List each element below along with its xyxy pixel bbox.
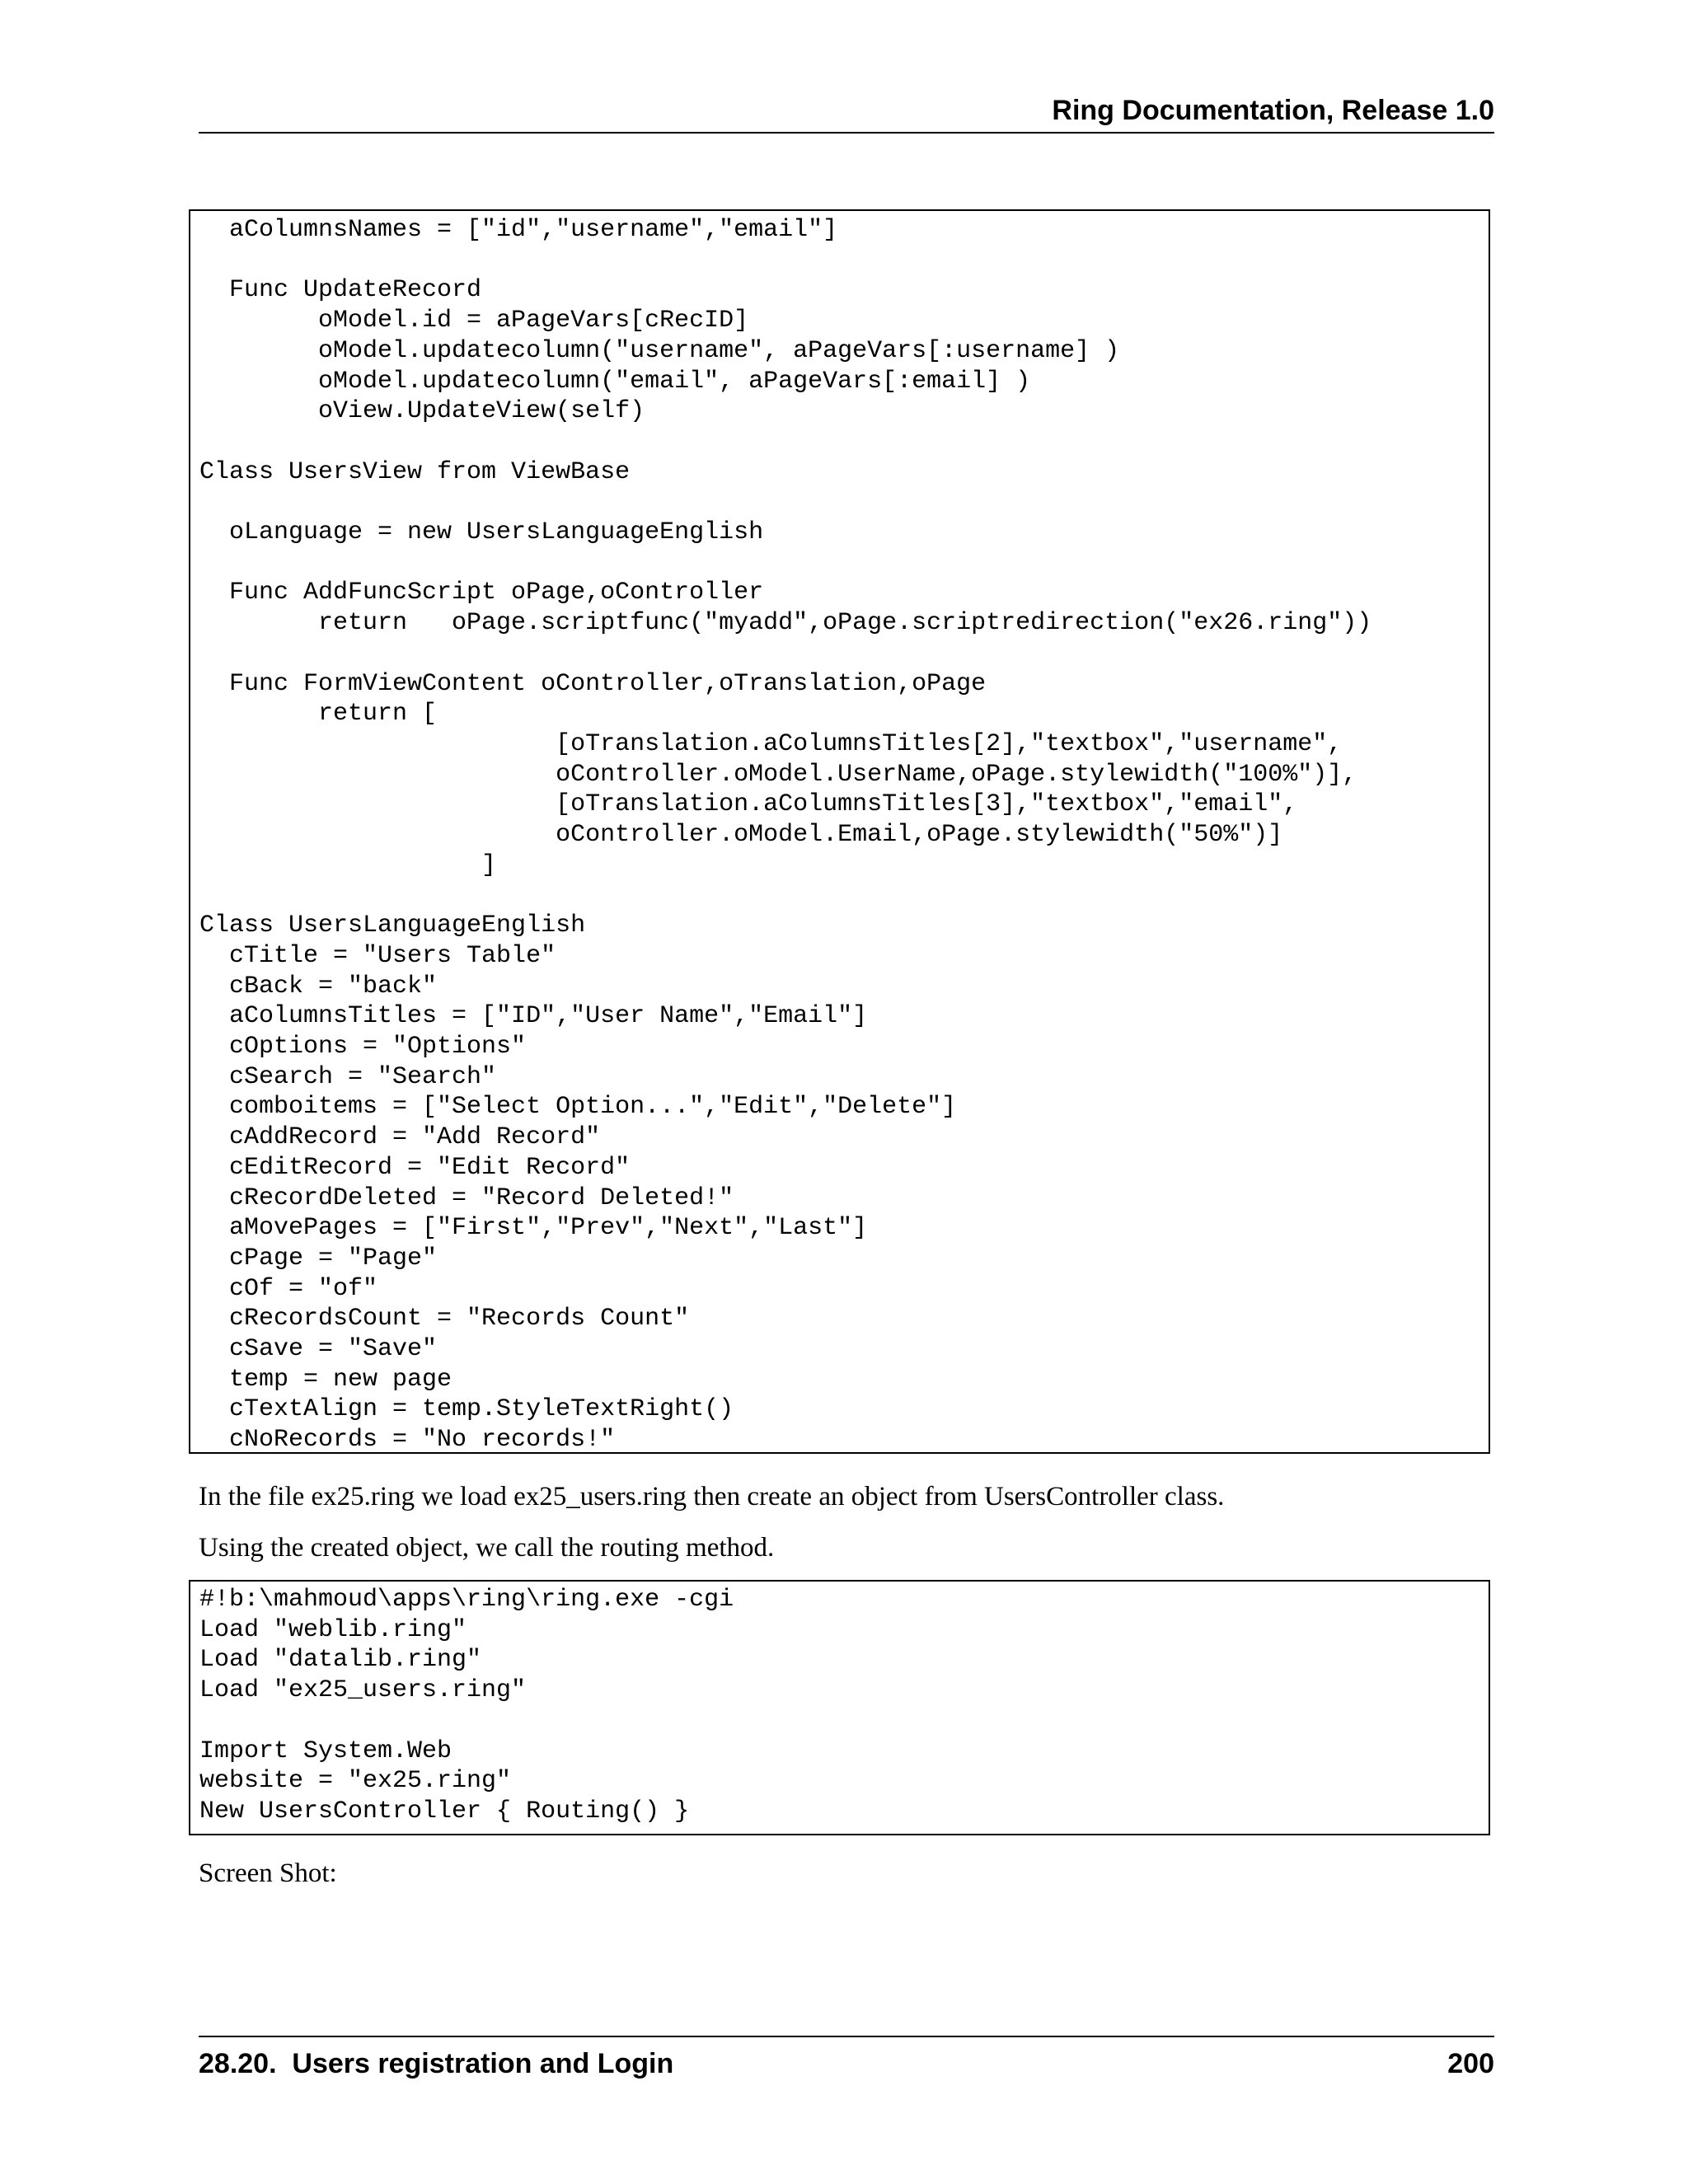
code-text: aColumnsNames = ["id","username","email"] Func UpdateRecord oModel.id = aPageVars[cRecID] oModel.updatecolumn("username", aPageVars[:username] ) oModel.updatecolumn("email", aPageVars[:email] ) oView.UpdateView(self) Class UsersView from ViewBase oLanguage = new UsersLanguageEnglish Func AddFuncScript oPage,oController return oPage.scriptfunc("myadd",oPage.scriptredirection("ex26.ring")) Func FormViewContent oController,oTranslation,oPage return [ [oTranslation.aColumnsTitles[2],"textbox","username", oController.oModel.UserName,oPage.stylewidth("100%")], [oTranslation.aColumnsTitles[3],"textbox","email", oController.oModel.Email,oPage.stylewidth("50%")] ] Class UsersLanguageEnglish cTitle = "Users Table" cBack = "back" aColumnsTitles = ["ID","User Name","Email"] cOptions = "Options" cSearch = "Search" comboitems = ["Select Option...","Edit","Delete"] cAddRecord = "Add Record" cEditRecord = "Edit Record" cRecordDeleted = "Record Deleted!" aMovePages = ["First","Prev","Next","Last"] cPage = "Page" cOf = "of" cRecordsCount = "Records Count" cSave = "Save" temp = new page cTextAlign = temp.StyleTextRight() cNoRecords = "No records!": [199, 216, 1372, 1454]
code-block-users-view: [189, 209, 1490, 1454]
body-paragraph: Using the created object, we call the routing method.: [199, 1533, 775, 1563]
code-block-ex25: [189, 1580, 1490, 1835]
body-paragraph: In the file ex25.ring we load ex25_users.ring then create an object from UsersController class.: [199, 1482, 1225, 1511]
page-number: 200: [1447, 2048, 1494, 2079]
page-header: [199, 91, 1494, 134]
screen-shot-caption: Screen Shot:: [199, 1858, 337, 1888]
code-text: #!b:\mahmoud\apps\ring\ring.exe -cgi Load "weblib.ring" Load "datalib.ring" Load "ex25_users.ring" Import System.Web website = "ex25.ring" New UsersController { Routing() }: [199, 1586, 734, 1825]
page-footer: [199, 2036, 1494, 2087]
document-title: Ring Documentation, Release 1.0: [1052, 95, 1494, 126]
section-title: 28.20. Users registration and Login: [199, 2048, 674, 2079]
